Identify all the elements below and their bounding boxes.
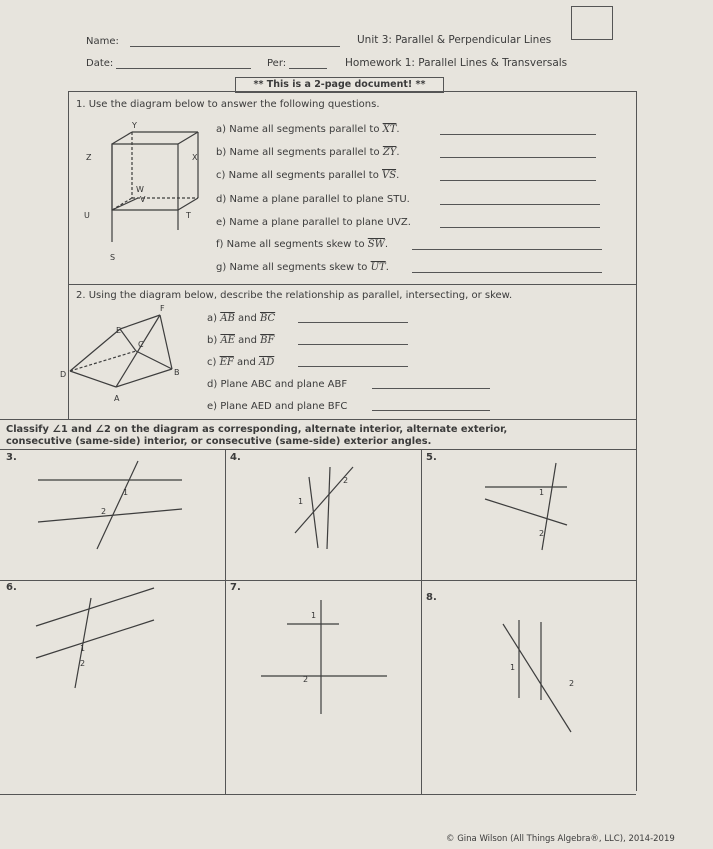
q2-item-b-seg2: $\overline{BF}$ — [260, 335, 275, 346]
copyright-footer: © Gina Wilson (All Things Algebra®, LLC), 2014-2019 — [446, 834, 675, 844]
name-label: Name: — [86, 36, 119, 47]
q1-item-a-text: Name all segments parallel to — [229, 124, 383, 135]
q1-answer-d[interactable] — [440, 204, 600, 205]
q2-answer-d[interactable] — [372, 388, 490, 389]
q1-answer-a[interactable] — [440, 134, 596, 135]
q2-label-c: C — [138, 340, 144, 349]
q1-item-a — [216, 124, 400, 135]
problem-3-diagram — [0, 449, 225, 579]
problem-4-angle-1: 1 — [298, 497, 304, 506]
q2-item-e-text: Plane AED and plane BFC — [220, 401, 348, 412]
q2-item-c-and: and — [237, 357, 256, 368]
notice-text: ** This is a 2-page document! ** — [253, 79, 426, 90]
q1-item-b-seg: $\overline{ZY}$ — [382, 147, 397, 158]
q2-label-d: D — [60, 370, 67, 379]
problem-8-angle-2: 2 — [569, 679, 575, 688]
problem-7-angle-1: 1 — [311, 611, 317, 620]
q1-item-f-seg: $\overline{SW}$ — [367, 239, 385, 250]
q2-item-c — [207, 357, 274, 368]
q1-item-b-letter: b) — [216, 147, 227, 158]
classify-prompt-line2: consecutive (same-side) interior, or consecutive (same-side) exterior angles. — [6, 436, 432, 447]
q1-prompt: 1. Use the diagram below to answer the following questions. — [76, 99, 380, 110]
q1-item-g-tail: . — [385, 262, 389, 273]
q1-item-c-letter: c) — [216, 170, 226, 181]
date-field[interactable] — [116, 68, 251, 69]
q1-item-g-text: Name all segments skew to — [229, 262, 371, 273]
q2-answer-b[interactable] — [298, 344, 408, 345]
section-divider-q2 — [68, 284, 636, 285]
q2-item-c-letter: c) — [207, 357, 217, 368]
q2-label-b: B — [174, 368, 180, 377]
q1-item-e-letter: e) — [216, 217, 227, 228]
q1-answer-b[interactable] — [440, 157, 596, 158]
problem-4-number: 4. — [230, 452, 241, 463]
q1-item-c-seg: $\overline{VS}$ — [382, 170, 397, 181]
problem-6-number: 6. — [6, 582, 17, 593]
q1-item-c — [216, 170, 399, 181]
q2-item-a-seg2: $\overline{BC}$ — [260, 313, 276, 324]
problem-7-diagram — [225, 580, 421, 794]
q1-item-d-text: Name a plane parallel to plane STU. — [229, 194, 410, 205]
name-field[interactable] — [130, 46, 340, 47]
q1-item-a-seg: $\overline{XT}$ — [382, 124, 397, 135]
q1-answer-f[interactable] — [412, 249, 602, 250]
problem-5-angle-1: 1 — [539, 488, 545, 497]
section-divider-top — [68, 91, 636, 92]
q1-item-c-tail: . — [396, 170, 400, 181]
q1-item-f — [216, 239, 388, 250]
q2-item-d-text: Plane ABC and plane ABF — [220, 379, 348, 390]
q1-label-y: Y — [132, 121, 137, 130]
q1-answer-g[interactable] — [412, 272, 602, 273]
q1-answer-e[interactable] — [440, 227, 600, 228]
date-label: Date: — [86, 58, 114, 69]
q2-label-f: F — [160, 304, 165, 313]
q2-label-a: A — [114, 394, 120, 403]
q2-item-b-and: and — [238, 335, 257, 346]
q1-item-a-letter: a) — [216, 124, 227, 135]
problem-3-angle-2: 2 — [101, 507, 107, 516]
homework-title: Homework 1: Parallel Lines & Transversals — [345, 57, 568, 69]
q1-label-u: U — [84, 211, 90, 220]
problem-8-diagram — [421, 580, 636, 794]
problem-6-angle-2: 2 — [80, 659, 86, 668]
q2-item-a-seg1: $\overline{AB}$ — [220, 313, 235, 324]
q2-answer-e[interactable] — [372, 410, 490, 411]
q2-item-a-letter: a) — [207, 313, 218, 324]
q1-item-a-tail: . — [396, 124, 400, 135]
q2-item-b-seg1: $\overline{AE}$ — [220, 335, 235, 346]
q1-item-e — [216, 217, 411, 228]
q2-item-d-letter: d) — [207, 379, 218, 390]
problem-5-number: 5. — [426, 452, 437, 463]
problem-4-angle-2: 2 — [343, 476, 349, 485]
unit-title: Unit 3: Parallel & Perpendicular Lines — [357, 34, 552, 46]
problem-7-number: 7. — [230, 582, 241, 593]
q1-item-d-letter: d) — [216, 194, 227, 205]
q1-label-t: T — [186, 211, 191, 220]
per-label: Per: — [267, 58, 287, 69]
q2-item-e — [207, 401, 347, 412]
period-field[interactable] — [289, 68, 327, 69]
section-divider-classify — [0, 419, 636, 420]
problem-4-diagram — [225, 449, 421, 579]
problem-8-number: 8. — [426, 592, 437, 603]
section-divider-bottom — [0, 794, 636, 795]
q1-item-c-text: Name all segments parallel to — [228, 170, 382, 181]
q2-item-e-letter: e) — [207, 401, 218, 412]
q1-label-v: V — [140, 195, 146, 204]
problem-3-angle-1: 1 — [123, 488, 129, 497]
q1-label-x: X — [192, 153, 198, 162]
q1-label-s: S — [110, 253, 116, 262]
q2-prism-diagram — [60, 305, 190, 410]
q1-item-b — [216, 147, 400, 158]
q1-item-b-text: Name all segments parallel to — [229, 147, 383, 158]
q2-prompt: 2. Using the diagram below, describe the relationship as parallel, intersecting, or skew. — [76, 290, 513, 301]
problem-8-angle-1: 1 — [510, 663, 516, 672]
q1-item-f-text: Name all segments skew to — [226, 239, 368, 250]
q1-item-f-tail: . — [384, 239, 389, 250]
problem-6-diagram — [0, 580, 225, 794]
q1-label-z: Z — [86, 153, 92, 162]
problem-7-angle-2: 2 — [303, 675, 309, 684]
q1-item-b-tail: . — [396, 147, 400, 158]
q2-item-a — [207, 313, 275, 324]
q1-item-f-letter: f) — [216, 239, 224, 250]
q2-item-d — [207, 379, 347, 390]
q1-item-g-letter: g) — [216, 262, 227, 273]
q2-item-c-seg1: $\overline{EF}$ — [219, 357, 234, 368]
problem-5-diagram — [421, 449, 636, 579]
problem-6-angle-1: 1 — [80, 644, 86, 653]
q2-item-c-seg2: $\overline{AD}$ — [259, 357, 275, 368]
q1-label-w: W — [136, 185, 144, 194]
q1-item-d — [216, 194, 410, 205]
q2-answer-c[interactable] — [298, 366, 408, 367]
q1-item-g-seg: $\overline{UT}$ — [370, 262, 386, 273]
q2-label-e: E — [116, 326, 122, 335]
q1-item-g — [216, 262, 389, 273]
q2-item-a-and: and — [237, 313, 257, 324]
q1-prism-diagram — [80, 120, 220, 270]
q2-item-b-letter: b) — [207, 335, 218, 346]
problem-5-angle-2: 2 — [539, 529, 545, 538]
q2-answer-a[interactable] — [298, 322, 408, 323]
problem-3-number: 3. — [6, 452, 17, 463]
border-right — [636, 91, 637, 791]
score-box — [571, 6, 613, 40]
q1-item-e-text: Name a plane parallel to plane UVZ. — [229, 217, 411, 228]
q2-item-b — [207, 335, 274, 346]
q1-answer-c[interactable] — [440, 180, 596, 181]
classify-prompt-line1: Classify ∠1 and ∠2 on the diagram as corresponding, alternate interior, alternate exterior, — [6, 424, 508, 435]
